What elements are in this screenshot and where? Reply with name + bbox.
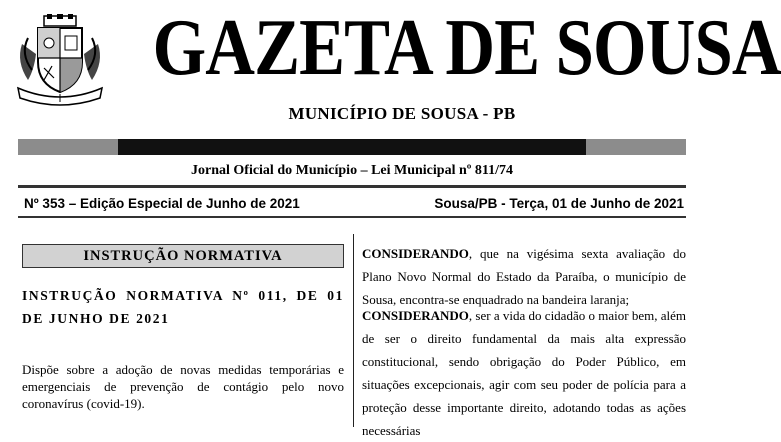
edition-divider: [18, 216, 686, 218]
header-bar-black: [118, 139, 586, 155]
header-divider: [18, 185, 686, 188]
column-divider: [353, 234, 354, 427]
document-title: INSTRUÇÃO NORMATIVA Nº 011, DE 01 DE JUNHO DE 2021: [22, 288, 344, 326]
paragraph-text: , que na vigésima sexta avaliação do Plano Novo Normal do Estado da Paraíba, o município de Sousa, encontra-se enquadrado na bandeira laranja;: [362, 246, 686, 307]
edition-date: Sousa/PB - Terça, 01 de Junho de 2021: [434, 196, 684, 211]
edition-number: Nº 353 – Edição Especial de Junho de 2021: [24, 196, 300, 211]
newspaper-title: GAZETA DE SOUSA: [152, 4, 781, 92]
paragraph-lead: CONSIDERANDO: [362, 308, 469, 323]
considerando-paragraph-1: [362, 242, 686, 311]
paragraph-lead: CONSIDERANDO: [362, 246, 469, 261]
document-summary: Dispõe sobre a adoção de novas medidas temporárias e emergenciais de prevenção de contágio pelo novo coronavírus (covid-19).: [22, 362, 344, 411]
coat-of-arms-icon: [14, 14, 106, 104]
municipality-name: MUNICÍPIO DE SOUSA - PB: [288, 104, 516, 123]
section-heading: INSTRUÇÃO NORMATIVA: [22, 244, 344, 268]
paragraph-text: , ser a vida do cidadão o maior bem, além de ser o direito fundamental da mais alta expressão constitucional, sendo obrigação do Poder Público, em situações excepcionais, agir com seu poder de polícia para a proteção desse importante direito, adotando todas as ações necessárias: [362, 308, 686, 438]
considerando-paragraph-2: [362, 304, 686, 442]
journal-subtitle: Jornal Oficial do Município – Lei Municipal nº 811/74: [191, 163, 513, 178]
